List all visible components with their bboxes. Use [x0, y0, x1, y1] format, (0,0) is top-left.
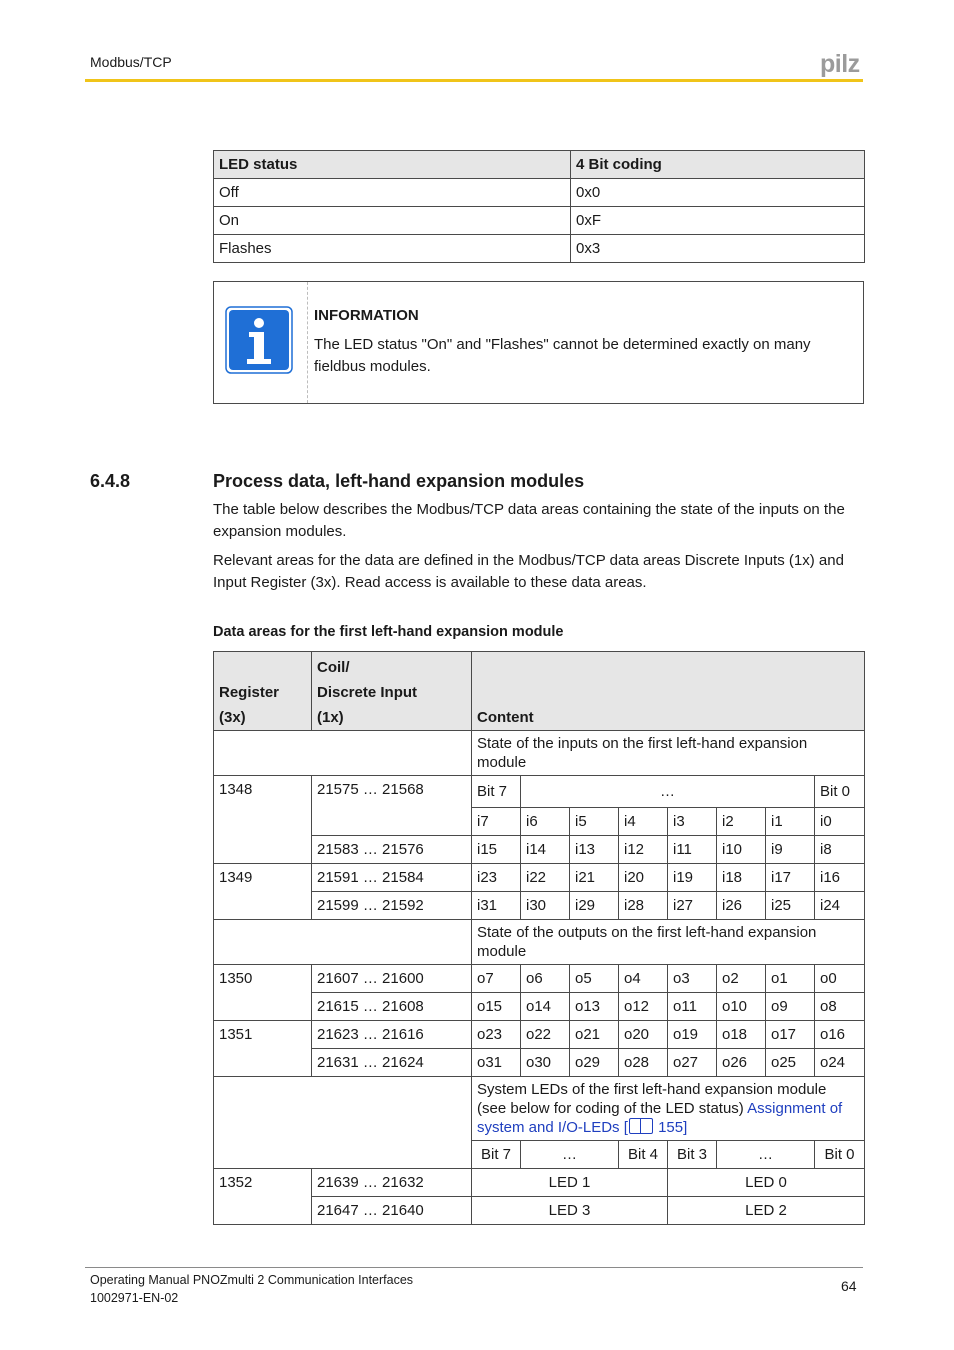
- bit0-label: Bit 0: [815, 1140, 865, 1168]
- table-cell: 0x0: [571, 179, 865, 207]
- info-icon: [225, 306, 293, 374]
- table-row: [214, 207, 865, 235]
- table-row: [214, 964, 865, 992]
- bit-cell: o31: [472, 1048, 521, 1076]
- bit-cell: o2: [717, 964, 766, 992]
- bit-cell: i20: [619, 863, 668, 891]
- data-areas-table: [213, 651, 865, 1225]
- group-title-row: [214, 731, 865, 776]
- bit-cell: i17: [766, 863, 815, 891]
- bit4-label: Bit 4: [619, 1140, 668, 1168]
- coil-range-cell: 21623 … 21616: [312, 1020, 472, 1048]
- led-cell: LED 0: [668, 1168, 865, 1196]
- bit-cell: o14: [521, 992, 570, 1020]
- content-header: Content: [472, 652, 865, 731]
- table-row: [214, 992, 865, 1020]
- bit-cell: i30: [521, 891, 570, 919]
- leds-title: System LEDs of the first left-hand expansion module (see below for coding of the LED status): [477, 1080, 827, 1117]
- table-row: [214, 891, 865, 919]
- bit-cell: o24: [815, 1048, 865, 1076]
- coil-range-cell: 21607 … 21600: [312, 964, 472, 992]
- outputs-title: State of the outputs on the first left-hand expansion module: [472, 919, 865, 964]
- bit-cell: o22: [521, 1020, 570, 1048]
- header-rule: [85, 79, 863, 82]
- information-box: [213, 281, 864, 404]
- leds-title-cell: [472, 1076, 865, 1140]
- bit-cell: i13: [570, 835, 619, 863]
- bit-cell: i11: [668, 835, 717, 863]
- bit-cell: i7: [472, 807, 521, 835]
- led-cell: LED 3: [472, 1196, 668, 1224]
- pilz-logo: pilz: [820, 50, 860, 78]
- bit-cell: o6: [521, 964, 570, 992]
- bit7-label: Bit 7: [472, 1140, 521, 1168]
- register-cell: 1350: [214, 964, 312, 1020]
- table-row: [214, 1196, 865, 1224]
- table-cell: Off: [214, 179, 571, 207]
- column-header: 4 Bit coding: [571, 151, 865, 179]
- bit-cell: i19: [668, 863, 717, 891]
- bit-cell: i12: [619, 835, 668, 863]
- bit-cell: o15: [472, 992, 521, 1020]
- paragraph: Relevant areas for the data are defined in the Modbus/TCP data areas Discrete Inputs (1x) and Input Register (3x). Read access is available to these data areas.: [213, 552, 844, 591]
- ellipsis: …: [717, 1140, 815, 1168]
- bit-cell: o5: [570, 964, 619, 992]
- bit-cell: i15: [472, 835, 521, 863]
- table-cell: 0x3: [571, 235, 865, 263]
- bit-cell: o13: [570, 992, 619, 1020]
- header-section-title: Modbus/TCP: [90, 54, 172, 70]
- bit-cell: o10: [717, 992, 766, 1020]
- table-row: [214, 179, 865, 207]
- coil-range-cell: 21583 … 21576: [312, 835, 472, 863]
- group-title-row: [214, 919, 865, 964]
- bit-cell: o12: [619, 992, 668, 1020]
- footer-doc-number: 1002971-EN-02: [90, 1291, 179, 1305]
- section-number: 6.4.8: [90, 471, 131, 491]
- bit-cell: o20: [619, 1020, 668, 1048]
- register-cell: 1352: [214, 1168, 312, 1224]
- bit-cell: i10: [717, 835, 766, 863]
- bit-cell: i18: [717, 863, 766, 891]
- info-icon-cell: [214, 282, 308, 403]
- bit-cell: o11: [668, 992, 717, 1020]
- footer-rule: [85, 1267, 863, 1268]
- info-title: INFORMATION: [314, 307, 419, 324]
- info-text: The LED status "On" and "Flashes" cannot be determined exactly on many fieldbus modules.: [314, 336, 811, 375]
- bit-cell: i6: [521, 807, 570, 835]
- bit-cell: i22: [521, 863, 570, 891]
- bit-cell: o29: [570, 1048, 619, 1076]
- footer-manual-title: Operating Manual PNOZmulti 2 Communication Interfaces: [90, 1273, 414, 1287]
- bit-cell: i27: [668, 891, 717, 919]
- bit-cell: i24: [815, 891, 865, 919]
- paragraph: The table below describes the Modbus/TCP data areas containing the state of the inputs on the expansion modules.: [213, 501, 845, 540]
- bit-cell: o21: [570, 1020, 619, 1048]
- ellipsis: …: [521, 1140, 619, 1168]
- bit-cell: i3: [668, 807, 717, 835]
- led-cell: LED 2: [668, 1196, 865, 1224]
- register-cell: 1348: [214, 776, 312, 864]
- coil-range-cell: 21591 … 21584: [312, 863, 472, 891]
- bit-cell: i29: [570, 891, 619, 919]
- coil-header: Coil/ Discrete Input (1x): [312, 652, 472, 731]
- bit3-label: Bit 3: [668, 1140, 717, 1168]
- assignment-link[interactable]: Assignment of system and I/O-LEDs [ 155]: [477, 1099, 843, 1136]
- bit-cell: i25: [766, 891, 815, 919]
- bit-cell: i5: [570, 807, 619, 835]
- bit-cell: i28: [619, 891, 668, 919]
- table-row: [214, 1020, 865, 1048]
- bit-cell: o1: [766, 964, 815, 992]
- coil-range-cell: 21599 … 21592: [312, 891, 472, 919]
- table-row: [214, 835, 865, 863]
- bit-cell: o16: [815, 1020, 865, 1048]
- register-cell: 1349: [214, 863, 312, 919]
- bit-cell: o28: [619, 1048, 668, 1076]
- bit7-label: Bit 7: [472, 776, 521, 808]
- book-icon: [629, 1118, 653, 1134]
- coil-range-cell: 21615 … 21608: [312, 992, 472, 1020]
- bit-cell: o7: [472, 964, 521, 992]
- coil-range-cell: 21647 … 21640: [312, 1196, 472, 1224]
- table-header-row: [214, 652, 865, 731]
- table-row: [214, 807, 865, 835]
- table-row: [214, 235, 865, 263]
- register-cell: 1351: [214, 1020, 312, 1076]
- bit-cell: o18: [717, 1020, 766, 1048]
- bit0-label: Bit 0: [815, 776, 865, 808]
- bit-cell: o27: [668, 1048, 717, 1076]
- bit-cell: o26: [717, 1048, 766, 1076]
- bit-cell: i0: [815, 807, 865, 835]
- inputs-title: State of the inputs on the first left-hand expansion module: [472, 731, 865, 776]
- bit-cell: i31: [472, 891, 521, 919]
- bit-cell: o4: [619, 964, 668, 992]
- bit-cell: o0: [815, 964, 865, 992]
- group-title-row: [214, 1076, 865, 1140]
- bit-cell: o17: [766, 1020, 815, 1048]
- bit-cell: o9: [766, 992, 815, 1020]
- section-title: Process data, left-hand expansion modules: [213, 471, 585, 491]
- bit-cell: o8: [815, 992, 865, 1020]
- bit-cell: o19: [668, 1020, 717, 1048]
- bit-cell: o3: [668, 964, 717, 992]
- led-cell: LED 1: [472, 1168, 668, 1196]
- bit-cell: i23: [472, 863, 521, 891]
- bit-cell: i21: [570, 863, 619, 891]
- table-row: [214, 1048, 865, 1076]
- bit-cell: i9: [766, 835, 815, 863]
- led-status-table: [213, 150, 865, 263]
- table-caption: Data areas for the first left-hand expansion module: [213, 624, 564, 640]
- column-header: LED status: [214, 151, 571, 179]
- bit-cell: o30: [521, 1048, 570, 1076]
- bit-cell: i8: [815, 835, 865, 863]
- bit-cell: i4: [619, 807, 668, 835]
- bit-label-row: [214, 776, 865, 808]
- bit-cell: i26: [717, 891, 766, 919]
- bit-cell: i14: [521, 835, 570, 863]
- bit-cell: i16: [815, 863, 865, 891]
- page-number: 64: [841, 1278, 857, 1294]
- table-cell: Flashes: [214, 235, 571, 263]
- bit-cell: o25: [766, 1048, 815, 1076]
- table-row: [214, 863, 865, 891]
- coil-range-cell: 21639 … 21632: [312, 1168, 472, 1196]
- table-row: [214, 1168, 865, 1196]
- table-cell: 0xF: [571, 207, 865, 235]
- register-header: Register (3x): [214, 652, 312, 731]
- bit-cell: i2: [717, 807, 766, 835]
- coil-range-cell: 21631 … 21624: [312, 1048, 472, 1076]
- table-cell: On: [214, 207, 571, 235]
- ellipsis: …: [521, 776, 815, 808]
- bit-cell: i1: [766, 807, 815, 835]
- bit-cell: o23: [472, 1020, 521, 1048]
- coil-range-cell: 21575 … 21568: [312, 776, 472, 808]
